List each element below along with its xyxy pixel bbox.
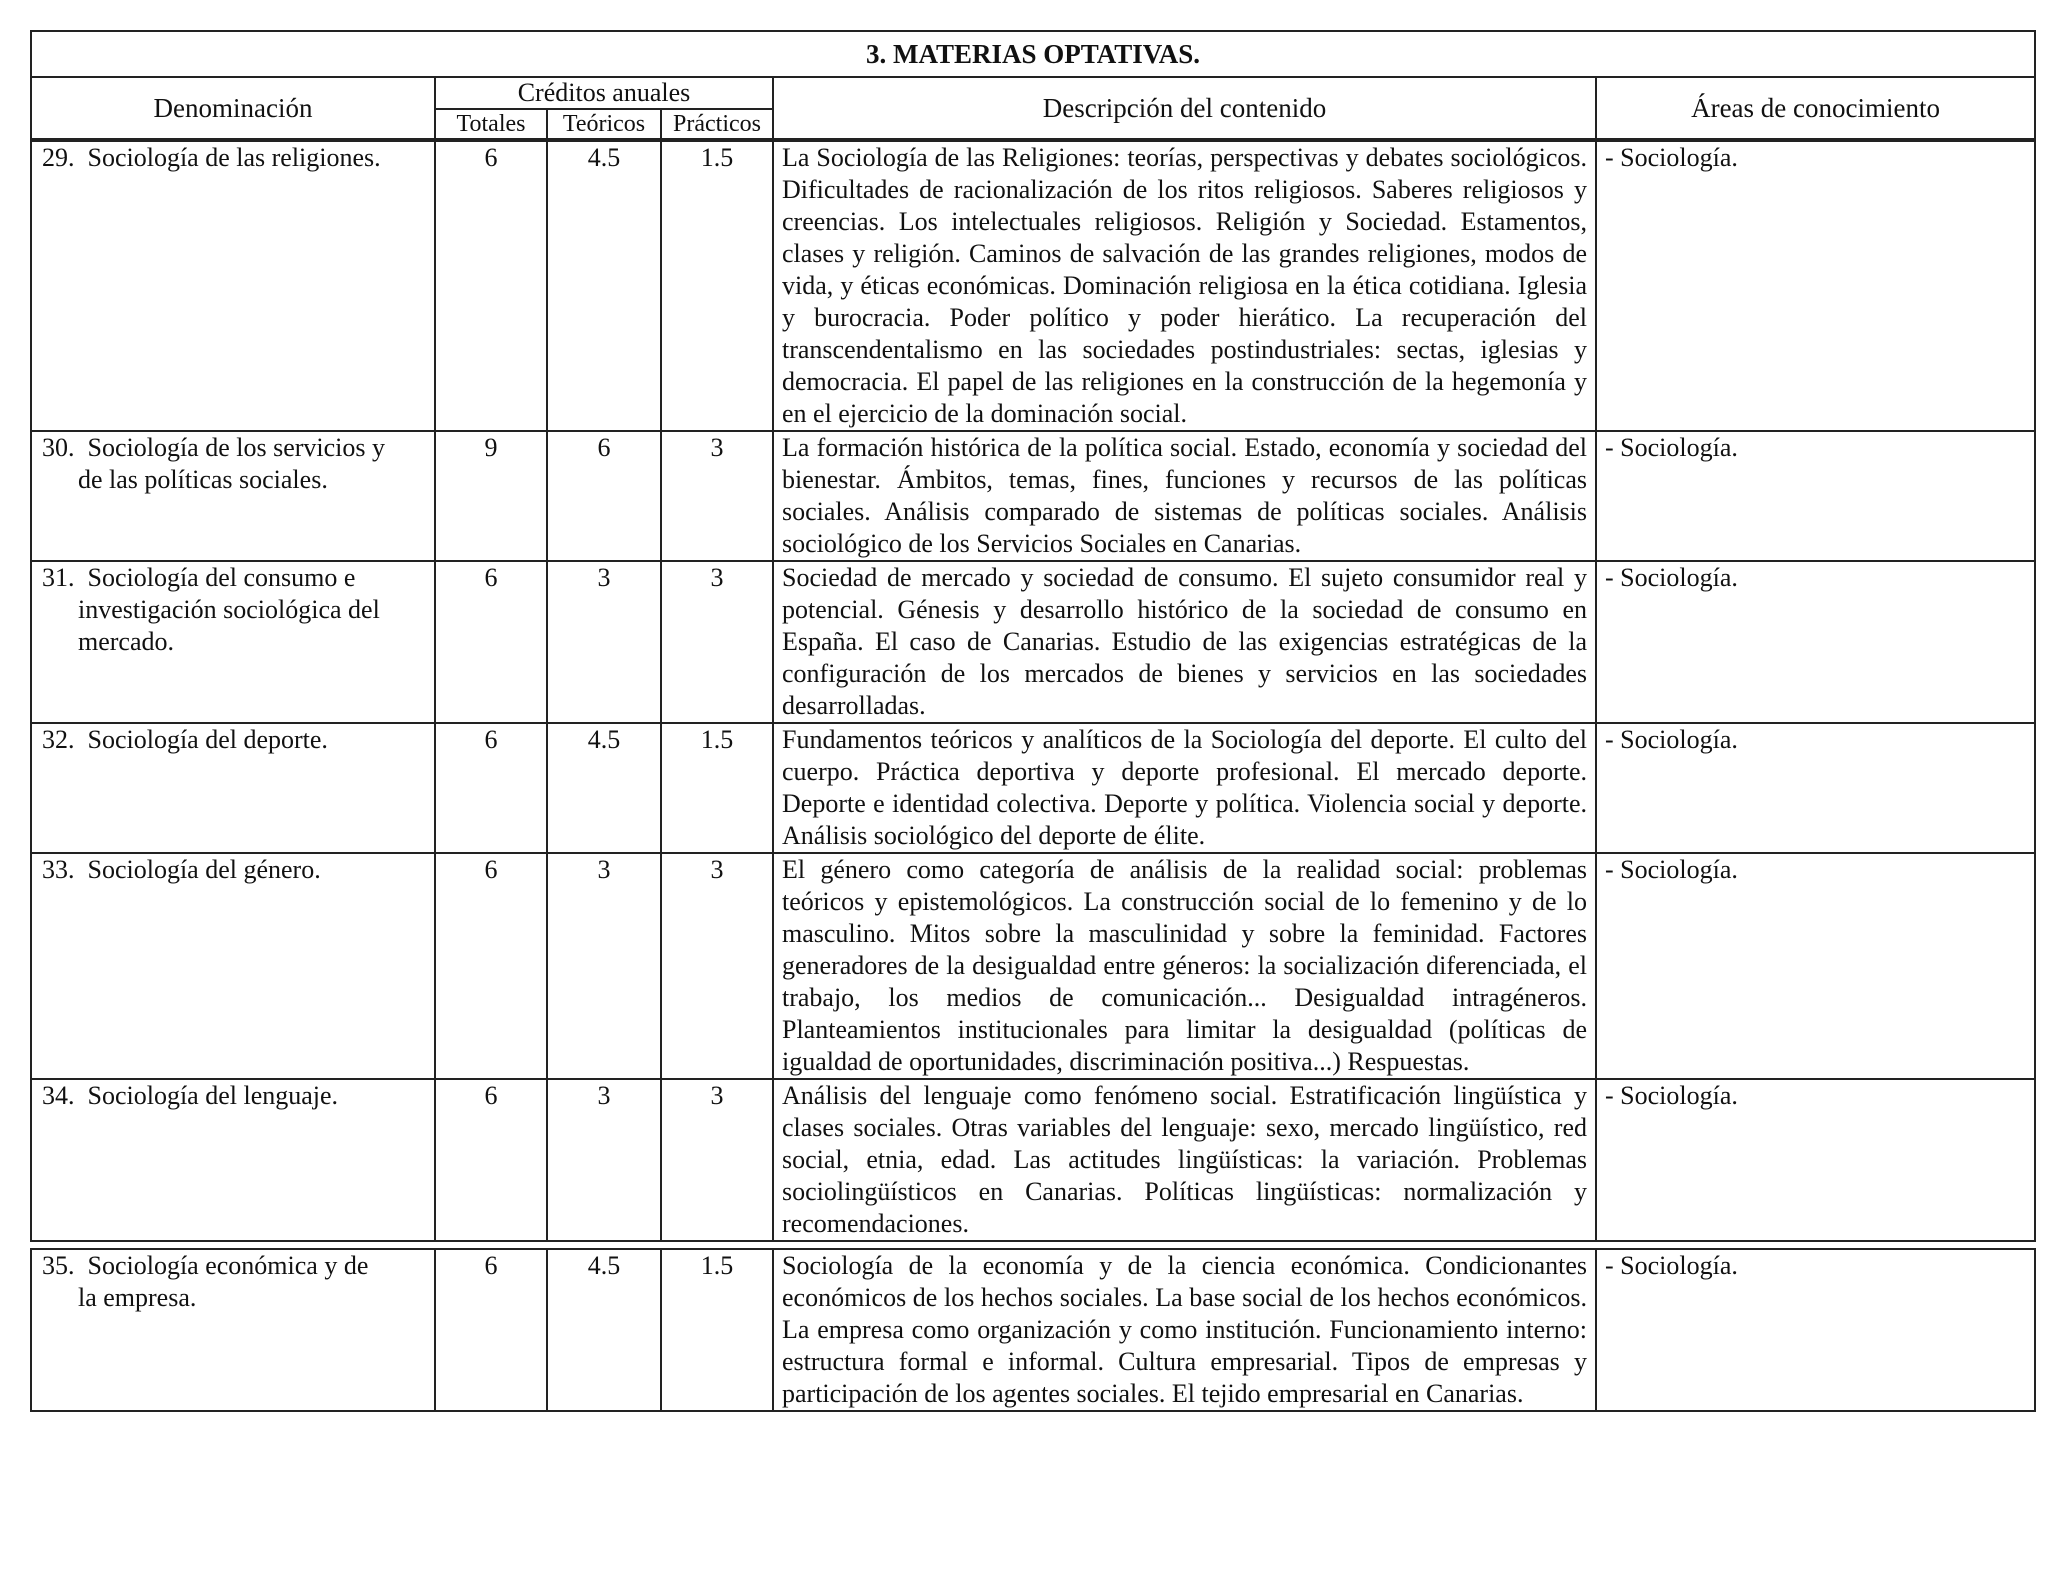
creditos-totales: 9	[435, 431, 547, 561]
materias-optativas-table	[30, 30, 2036, 140]
denominacion-cell	[31, 1079, 435, 1241]
document-page	[30, 30, 2034, 1412]
subject-name-line1: Sociología de los servicios y	[87, 433, 386, 462]
descripcion-cell: La formación histórica de la política social. Estado, economía y sociedad del bienestar. Ámbitos, temas, fines, funciones y recursos de las políticas sociales. Análisis comparado de sistemas de políticas sociales. Análisis sociológico de los Servicios Sociales en Canarias.	[773, 431, 1596, 561]
descripcion-cell: Sociología de la economía y de la ciencia económica. Condicionantes económicos de los hechos sociales. La base social de los hechos económicos. La empresa como organización y como institución. Funcionamiento interno: estructura formal e informal. Cultura empresarial. Tipos de empresas y participación de los agentes sociales. El tejido empresarial en Canarias.	[773, 1249, 1596, 1411]
area-cell: - Sociología.	[1596, 853, 2035, 1079]
creditos-totales: 6	[435, 561, 547, 723]
header-denominacion: Denominación	[31, 77, 435, 139]
table-row	[31, 141, 2035, 431]
denominacion-cell	[31, 141, 435, 431]
creditos-practicos: 3	[661, 853, 773, 1079]
header-row	[31, 77, 2035, 109]
descripcion-cell: El género como categoría de análisis de la realidad social: problemas teóricos y epistemológicos. La construcción social de lo femenino y de lo masculino. Mitos sobre la masculinidad y sobre la feminidad. Factores generadores de la desigualdad entre géneros: la socialización diferenciada, el trabajo, los medios de comunicación... Desigualdad intragéneros. Planteamientos institucionales para limitar la desigualdad (políticas de igualdad de oportunidades, discriminación positiva...) Respuestas.	[773, 853, 1596, 1079]
area-cell: - Sociología.	[1596, 1249, 2035, 1411]
table-row	[31, 561, 2035, 723]
subject-number: 35.	[42, 1251, 75, 1280]
subject-number: 30.	[42, 433, 75, 462]
area-cell: - Sociología.	[1596, 141, 2035, 431]
area-cell: - Sociología.	[1596, 723, 2035, 853]
denominacion-cell	[31, 431, 435, 561]
subject-name-line1: Sociología del deporte.	[87, 725, 328, 754]
materias-body-table	[30, 140, 2036, 1412]
header-areas: Áreas de conocimiento	[1596, 77, 2035, 139]
descripcion-cell: Sociedad de mercado y sociedad de consumo. El sujeto consumidor real y potencial. Génesis y desarrollo histórico de la sociedad de consumo en España. El caso de Canarias. Estudio de las exigencias estratégicas de la configuración de los mercados de bienes y servicios en las sociedades desarrolladas.	[773, 561, 1596, 723]
descripcion-cell: Fundamentos teóricos y analíticos de la Sociología del deporte. El culto del cuerpo. Práctica deportiva y deporte profesional. El mercado deporte. Deporte e identidad colectiva. Deporte y política. Violencia social y deporte. Análisis sociológico del deporte de élite.	[773, 723, 1596, 853]
subject-name-line1: Sociología del género.	[87, 855, 321, 884]
creditos-totales: 6	[435, 853, 547, 1079]
table-title: 3. MATERIAS OPTATIVAS.	[31, 31, 2035, 77]
creditos-teoricos: 4.5	[547, 141, 661, 431]
area-cell: - Sociología.	[1596, 431, 2035, 561]
creditos-teoricos: 3	[547, 561, 661, 723]
creditos-teoricos: 3	[547, 853, 661, 1079]
subject-number: 34.	[42, 1081, 75, 1110]
header-totales: Totales	[435, 109, 547, 139]
creditos-practicos: 3	[661, 561, 773, 723]
header-teoricos: Teóricos	[547, 109, 661, 139]
subject-name-line2: investigación sociológica del	[78, 595, 380, 624]
row-gap	[31, 1241, 2035, 1249]
denominacion-cell	[31, 561, 435, 723]
subject-number: 29.	[42, 143, 75, 172]
subject-name-line3: mercado.	[78, 627, 175, 656]
creditos-practicos: 3	[661, 431, 773, 561]
subject-name-line1: Sociología del lenguaje.	[87, 1081, 339, 1110]
creditos-teoricos: 6	[547, 431, 661, 561]
creditos-practicos: 1.5	[661, 723, 773, 853]
table-row	[31, 431, 2035, 561]
descripcion-cell: Análisis del lenguaje como fenómeno social. Estratificación lingüística y clases sociales. Otras variables del lenguaje: sexo, mercado lingüístico, red social, etnia, edad. Las actitudes lingüísticas: la variación. Problemas sociolingüísticos en Canarias. Políticas lingüísticas: normalización y recomendaciones.	[773, 1079, 1596, 1241]
creditos-totales: 6	[435, 1079, 547, 1241]
denominacion-cell	[31, 1249, 435, 1411]
subject-number: 31.	[42, 563, 75, 592]
subject-name-line1: Sociología de las religiones.	[87, 143, 381, 172]
title-row	[31, 31, 2035, 77]
creditos-practicos: 3	[661, 1079, 773, 1241]
subject-name-line1: Sociología económica y de	[87, 1251, 369, 1280]
creditos-teoricos: 4.5	[547, 1249, 661, 1411]
subject-number: 33.	[42, 855, 75, 884]
subject-number: 32.	[42, 725, 75, 754]
creditos-totales: 6	[435, 1249, 547, 1411]
creditos-practicos: 1.5	[661, 1249, 773, 1411]
subject-name-line2: de las políticas sociales.	[78, 465, 328, 494]
creditos-totales: 6	[435, 141, 547, 431]
denominacion-cell	[31, 723, 435, 853]
descripcion-cell: La Sociología de las Religiones: teorías, perspectivas y debates sociológicos. Dificultades de racionalización de los ritos religiosos. Saberes religiosos y creencias. Los intelectuales religiosos. Religión y Sociedad. Estamentos, clases y religión. Caminos de salvación de las grandes religiones, modos de vida, y éticas económicas. Dominación religiosa en la ética cotidiana. Iglesia y burocracia. Poder político y poder hierático. La recuperación del transcendentalismo en las sociedades postindustriales: sectas, iglesias y democracia. El papel de las religiones en la construcción de la hegemonía y en el ejercicio de la dominación social.	[773, 141, 1596, 431]
creditos-teoricos: 4.5	[547, 723, 661, 853]
creditos-teoricos: 3	[547, 1079, 661, 1241]
denominacion-cell	[31, 853, 435, 1079]
subject-name-line1: Sociología del consumo e	[87, 563, 356, 592]
table-row	[31, 1249, 2035, 1411]
table-row	[31, 1079, 2035, 1241]
header-descripcion: Descripción del contenido	[773, 77, 1596, 139]
subject-name-line2: la empresa.	[78, 1283, 197, 1312]
header-practicos: Prácticos	[661, 109, 773, 139]
area-cell: - Sociología.	[1596, 561, 2035, 723]
table-row	[31, 853, 2035, 1079]
table-row	[31, 723, 2035, 853]
creditos-totales: 6	[435, 723, 547, 853]
creditos-practicos: 1.5	[661, 141, 773, 431]
header-creditos: Créditos anuales	[435, 77, 773, 109]
area-cell: - Sociología.	[1596, 1079, 2035, 1241]
